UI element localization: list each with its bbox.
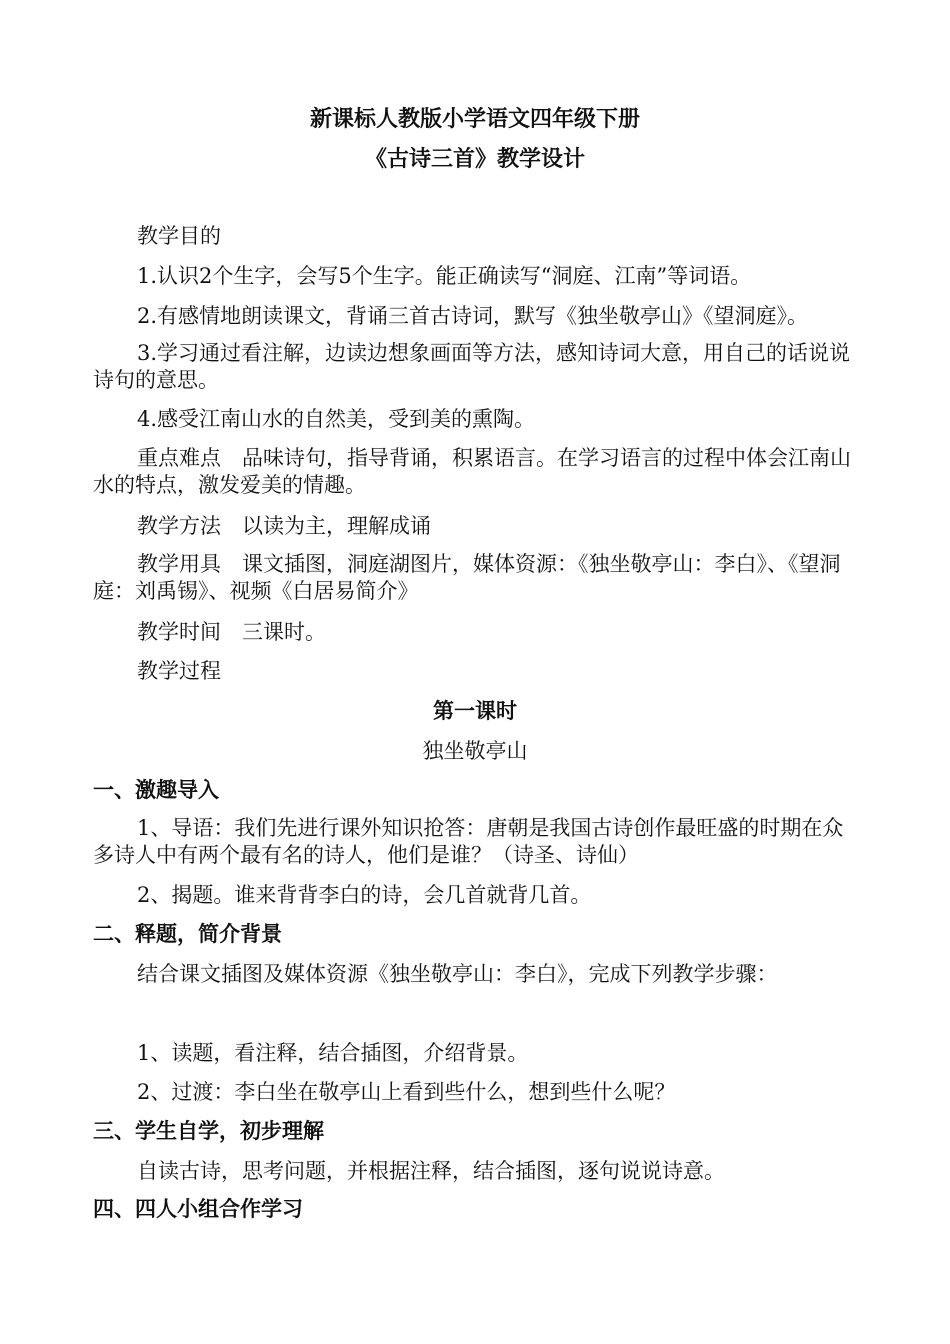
document-subtitle: 《古诗三首》教学设计 [364,146,585,172]
goal-item-1: 1.认识2个生字，会写5个生字。能正确读写“洞庭、江南”等词语。 [137,264,752,288]
section-3-paragraph-1: 自读古诗，思考问题，并根据注释，结合插图，逐句说说诗意。 [137,1159,725,1183]
goal-item-2: 2.有感情地朗读课文，背诵三首古诗词，默写《独坐敬亭山》《望洞庭》。 [137,304,809,328]
goals-heading: 教学目的 [137,224,221,248]
key-points: 重点难点 品味诗句，指导背诵，积累语言。在学习语言的过程中体会江南山水的特点，激发爱美的情趣。 [93,446,851,497]
document-title: 新课标人教版小学语文四年级下册 [309,106,640,132]
section-1-paragraph-1: 1、导语：我们先进行课外知识抢答：唐朝是我国古诗创作最旺盛的时期在众多诗人中有两个最有名的诗人，他们是谁？（诗圣、诗仙） [93,816,844,867]
goal-item-3: 3.学习通过看注解，边读边想象画面等方法，感知诗词大意，用自己的话说说诗句的意思。 [93,341,851,392]
section-2-paragraph-2: 2、过渡：李白坐在敬亭山上看到些什么，想到些什么呢？ [137,1080,676,1104]
teaching-method: 教学方法 以读为主，理解成诵 [137,514,431,538]
process-heading: 教学过程 [137,659,221,683]
section-heading-1: 一、激趣导入 [93,777,219,802]
section-heading-4: 四、四人小组合作学习 [93,1196,303,1221]
section-heading-2: 二、释题，简介背景 [93,921,282,946]
teaching-time: 教学时间 三课时。 [137,620,326,644]
section-1-paragraph-2: 2、揭题。谁来背背李白的诗，会几首就背几首。 [137,883,592,907]
section-2-paragraph-1: 1、读题，看注释，结合插图，介绍背景。 [137,1041,529,1065]
section-heading-3: 三、学生自学，初步理解 [93,1118,324,1143]
goal-item-4: 4.感受江南山水的自然美，受到美的熏陶。 [137,407,536,431]
section-2-intro: 结合课文插图及媒体资源《独坐敬亭山：李白》，完成下列教学步骤： [137,962,778,986]
teaching-tools: 教学用具 课文插图，洞庭湖图片，媒体资源：《独坐敬亭山：李白》、《望洞庭：刘禹锡》、视频《白居易简介》 [93,552,841,603]
lesson-heading: 第一课时 [433,698,517,723]
poem-title: 独坐敬亭山 [422,739,528,763]
